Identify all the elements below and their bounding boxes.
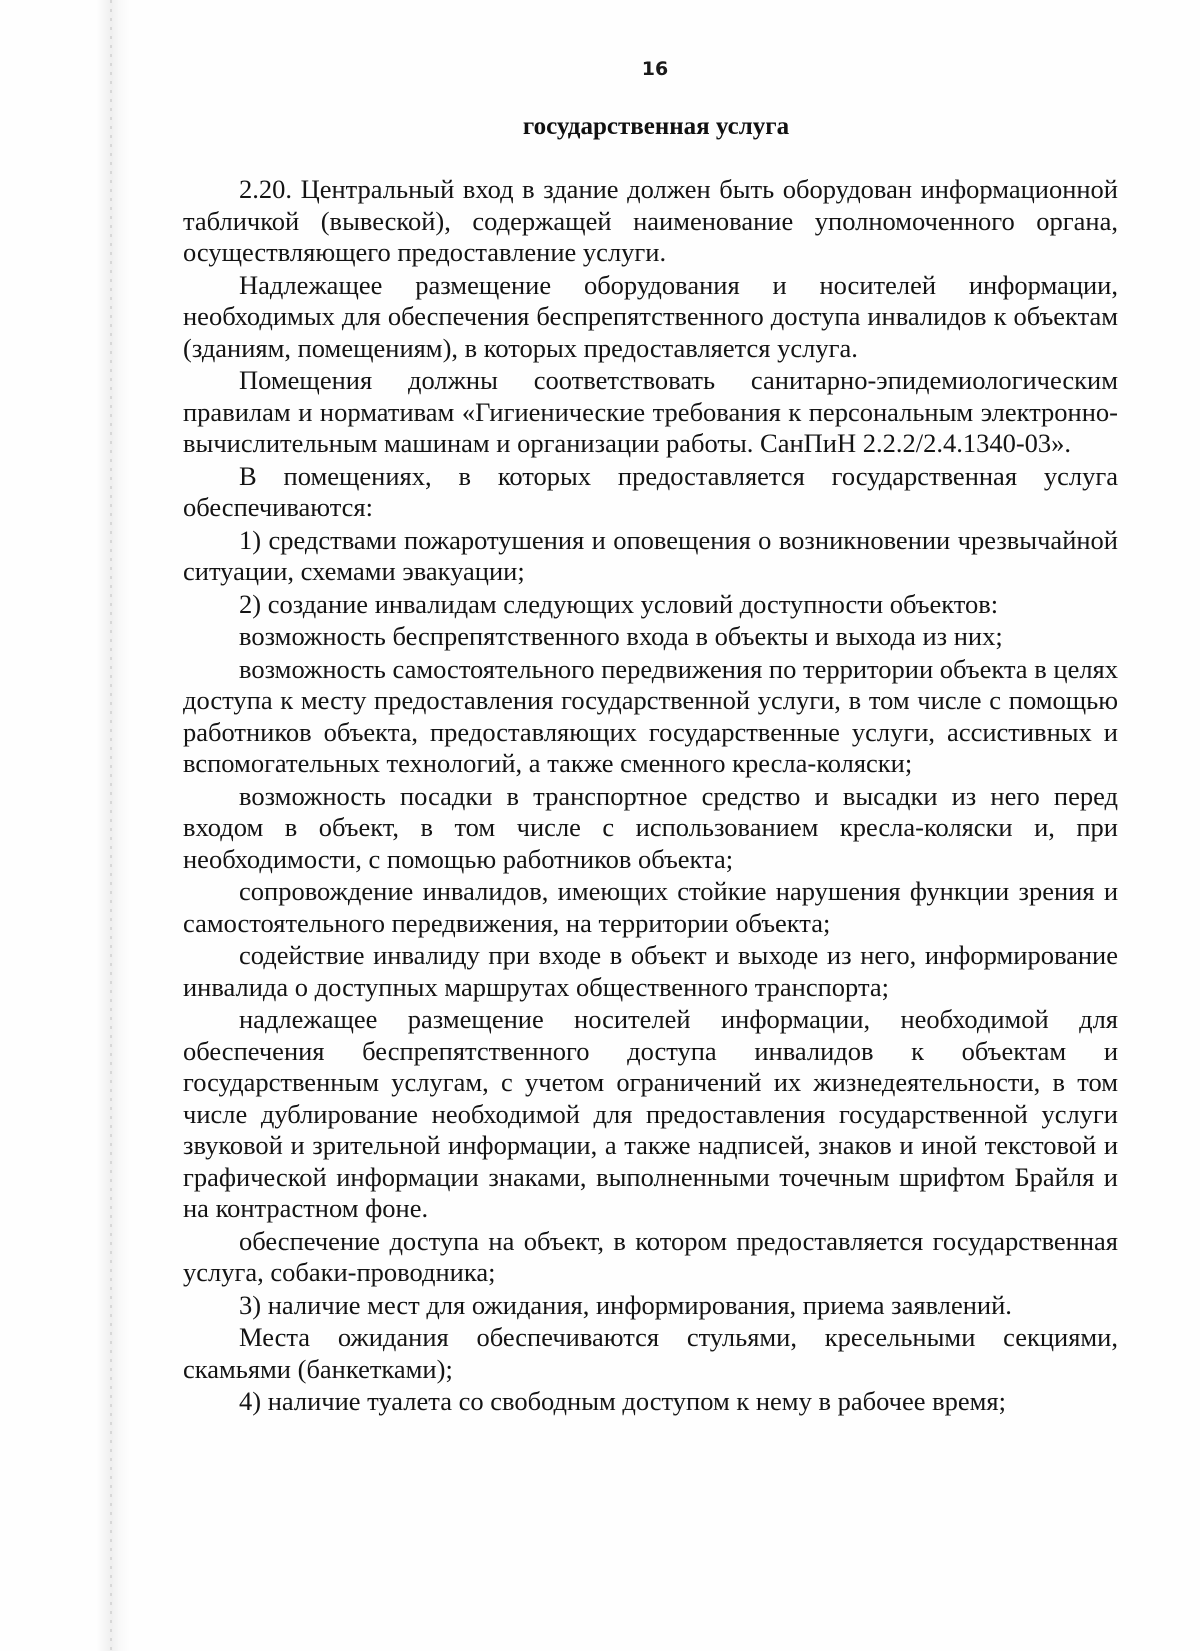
paragraph-vehicle-boarding: возможность посадки в транспортное средство и высадки из него перед входом в объект, в том числе с использованием кресла-коляски и, при необходимости, с помощью работников объекта; — [183, 780, 1118, 874]
paragraph-item-4: 4) наличие туалета со свободным доступом к нему в рабочее время; — [239, 1386, 1006, 1416]
paragraph-sanitary-rules: Помещения должны соответствовать санитарно-эпидемиологическим правилам и нормативам «Гигиенические требования к персональным электронно-вычислительным машинам и организации работы. СанПиН 2.2.2/2.4.1340-03». — [183, 365, 1118, 458]
paragraph-guide-dog: обеспечение доступа на объект, в котором предоставляется государственная услуга, собаки-проводника; — [183, 1225, 1118, 1287]
paragraph-assistance: содействие инвалиду при входе в объект и выходе из него, информирование инвалида о доступных маршрутах общественного транспорта; — [183, 940, 1118, 1002]
paragraph-premises-provided: В помещениях, в которых предоставляется государственная услуга обеспечиваются: — [183, 460, 1118, 522]
paragraph-item-1: 1) средствами пожаротушения и оповещения о возникновении чрезвычайной ситуации, схемами эвакуации; — [183, 524, 1118, 586]
paragraph-equipment-placement: Надлежащее размещение оборудования и носителей информации, необходимых для обеспечения беспрепятственного доступа инвалидов к объектам (зданиям, помещениям), в которых предоставляется услуга. — [183, 269, 1118, 363]
paragraph-information-carriers: надлежащее размещение носителей информации, необходимой для обеспечения беспрепятственного доступа инвалидов к объектам и государственным услугам, с учетом ограничений их жизнедеятельности, в том числе дублирование необходимой для предоставления государственной услуги звуковой и зрительной информации, а также надписей, знаков и иной текстовой и графической информации знаками, выполненными точечным шрифтом Брайля и на контрастном фоне. — [183, 1004, 1118, 1223]
paragraph-item-3: 3) наличие мест для ожидания, информирования, приема заявлений. — [239, 1289, 1012, 1320]
paragraph-item-2: 2) создание инвалидам следующих условий доступности объектов: — [239, 588, 999, 619]
paragraph-independent-movement: возможность самостоятельного передвижения по территории объекта в целях доступа к месту предоставления государственной услуги, в том числе с помощью работников объекта, предоставляющих государственные услуги, ассистивных и вспомогательных технологий, а также сменного кресла-коляски; — [183, 653, 1118, 778]
paragraph-free-entry: возможность беспрепятственного входа в объекты и выхода из них; — [239, 621, 1003, 651]
paragraph-waiting-places: Места ожидания обеспечиваются стульями, кресельными секциями, скамьями (банкетками); — [183, 1322, 1118, 1384]
scan-shadow-edge — [96, 0, 130, 1651]
paragraph-escort: сопровождение инвалидов, имеющих стойкие нарушения функции зрения и самостоятельного передвижения, на территории объекта; — [183, 876, 1118, 938]
section-heading: государственная услуга — [522, 113, 790, 140]
document-body — [183, 174, 1118, 1419]
paragraph-2-20: 2.20. Центральный вход в здание должен быть оборудован информационной табличкой (вывеской), содержащей наименование уполномоченного органа, осуществляющего предоставление услуги. — [183, 174, 1118, 267]
page-number: 16 — [641, 58, 669, 80]
